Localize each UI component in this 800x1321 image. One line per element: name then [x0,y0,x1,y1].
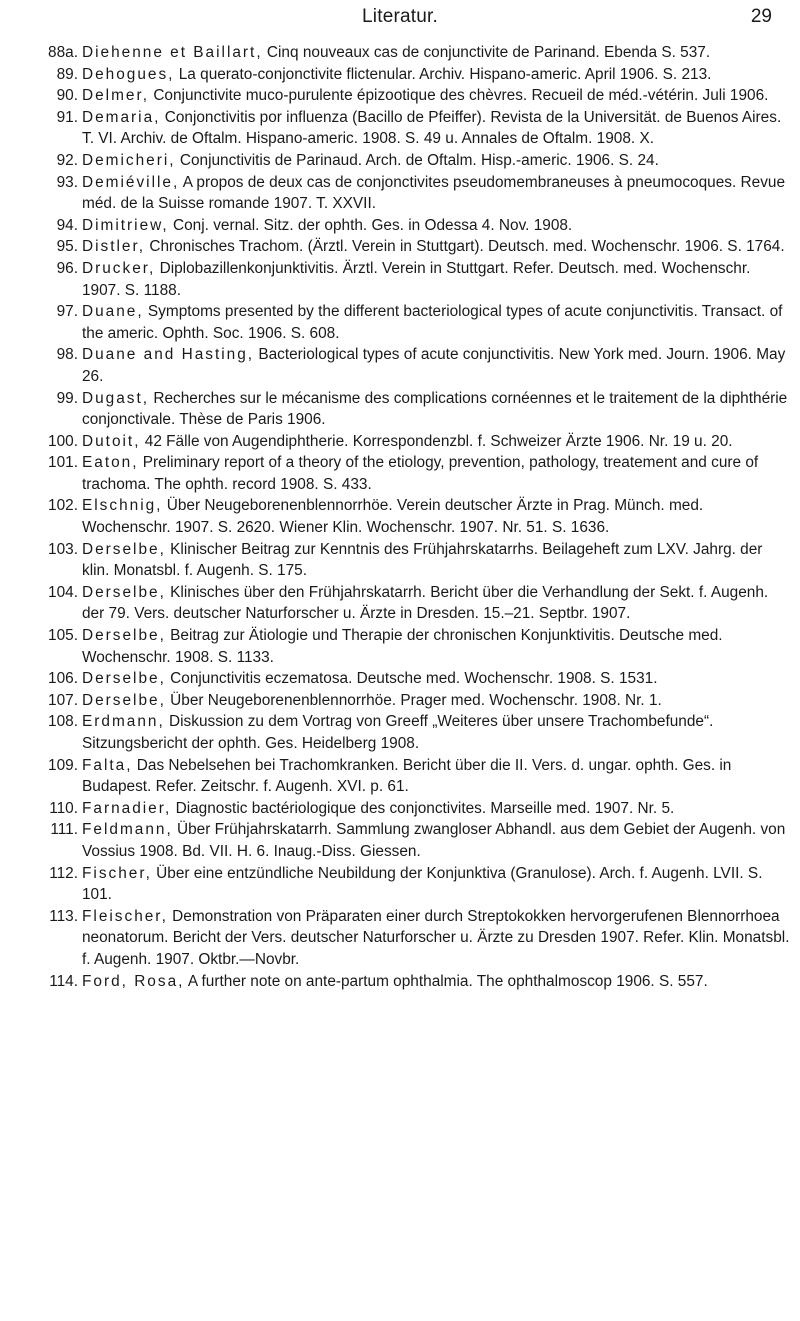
page-header [0,0,800,48]
reference-author: Eaton, [82,454,139,472]
reference-number: 89. [56,65,78,83]
reference-author: Distler, [82,238,146,256]
reference-number: 91. [56,108,78,126]
reference-author: Duane and Hasting, [82,346,255,364]
reference-number: 103. [48,540,78,558]
reference-text: Das Nebelsehen bei Trachomkranken. Bericht über die II. Vers. d. ungar. ophth. Ges. in Budapest. Refer. Zeitschr. f. Augenh. XVI. p. 61. [82,756,732,796]
page-number: 29 [750,6,772,27]
reference-text: Conjunctivite muco-purulente épizootique des chèvres. Recueil de méd.-vétérin. Juli 1906. [153,87,769,105]
reference-text: Über Neugeborenenblennorrhöe. Verein deutscher Ärzte in Prag. Münch. med. Wochenschr. 1907. S. 2620. Wiener Klin. Wochenschr. 1907. Nr. 51. S. 1636. [82,497,704,537]
reference-entry [40,236,792,258]
reference-entry [40,431,792,453]
reference-number: 108. [48,713,78,731]
reference-number: 107. [48,691,78,709]
reference-text: Symptoms presented by the different bacteriological types of acute conjunctivitis. Transact. of the americ. Ophth. Soc. 1906. S. 608. [82,303,783,342]
reference-entry [40,344,792,387]
reference-entry [40,388,792,431]
reference-author: Diehenne et Baillart, [82,44,263,61]
reference-entry [40,971,792,993]
reference-number: 95. [56,238,78,256]
reference-author: Derselbe, [82,583,166,601]
reference-text: Diplobazillenkonjunktivitis. Ärztl. Verein in Stuttgart. Refer. Deutsch. med. Wochenschr. 1907. S. 1188. [82,259,751,299]
reference-author: Ford, Rosa, [82,972,185,990]
reference-author: Erdmann, [82,713,165,731]
reference-author: Dugast, [82,389,150,407]
reference-number: 105. [48,627,78,645]
reference-number: 112. [49,864,78,882]
reference-number: 88a. [48,44,78,61]
reference-author: Derselbe, [82,627,166,645]
reference-entry [40,452,792,495]
reference-author: Fleischer, [82,907,168,925]
reference-text: 42 Fälle von Augendiphtherie. Korrespondenzbl. f. Schweizer Ärzte 1906. Nr. 19 u. 20. [144,432,733,450]
reference-number: 110. [49,799,78,817]
reference-number: 94. [56,216,78,234]
reference-number: 106. [48,670,78,688]
reference-number: 97. [56,303,78,321]
reference-text: Recherches sur le mécanisme des complications cornéennes et le traitement de la diphthérie conjonctivale. Thèse de Paris 1906. [82,389,788,429]
reference-text: Beitrag zur Ätiologie und Therapie der chronischen Konjunktivitis. Deutsche med. Wochenschr. 1908. S. 1133. [82,627,723,666]
reference-author: Fischer, [82,864,152,882]
reference-entry [40,625,792,668]
reference-number: 113. [49,907,78,925]
reference-text: Klinischer Beitrag zur Kenntnis des Frühjahrskatarrhs. Beilageheft zum LXV. Jahrg. der klin. Monatsbl. f. Augenh. S. 175. [82,540,763,580]
reference-author: Dimitriew, [82,216,169,234]
reference-text: Über eine entzündliche Neubildung der Konjunktiva (Granulose). Arch. f. Augenh. LVII. S. 101. [82,864,763,904]
reference-text: La querato-conjonctivite flictenular. Archiv. Hispano-americ. April 1906. S. 213. [178,65,712,83]
reference-text: Conjunctivitis de Parinaud. Arch. de Oftalm. Hisp.-americ. 1906. S. 24. [179,151,659,169]
reference-text: Über Frühjahrskatarrh. Sammlung zwangloser Abhandl. aus dem Gebiet der Augenh. von Vossius 1908. Bd. VII. H. 6. Inaug.-Diss. Giessen. [82,821,786,860]
reference-entry [40,798,792,820]
reference-entry [40,150,792,172]
reference-entry [40,668,792,690]
reference-text: Conj. vernal. Sitz. der ophth. Ges. in Odessa 4. Nov. 1908. [172,216,573,234]
reference-text: Preliminary report of a theory of the etiology, prevention, pathology, treatement and cure of trachoma. The ophth. record 1908. S. 433. [82,454,759,493]
reference-entry [40,711,792,754]
reference-author: Derselbe, [82,691,166,709]
reference-entry [40,85,792,107]
reference-text: Über Neugeborenenblennorrhöe. Prager med. Wochenschr. 1908. Nr. 1. [170,691,662,709]
reference-entry [40,301,792,344]
reference-entry [40,42,792,64]
reference-text: Klinisches über den Frühjahrskatarrh. Bericht über die Verhandlung der Sekt. f. Augenh. der 79. Vers. deutscher Naturforscher u. Ärzte in Dresden. 15.–21. Septbr. 1907. [82,583,769,623]
reference-entry [40,258,792,301]
reference-number: 96. [56,259,78,277]
reference-number: 98. [56,346,78,364]
reference-entry [40,215,792,237]
reference-entry [40,539,792,582]
reference-author: Demiéville, [82,173,180,191]
reference-entry [40,755,792,798]
reference-number: 99. [56,389,78,407]
reference-author: Falta, [82,756,133,774]
reference-entry [40,582,792,625]
reference-author: Dutoit, [82,432,141,450]
reference-number: 93. [56,173,78,191]
reference-text: Chronisches Trachom. (Ärztl. Verein in Stuttgart). Deutsch. med. Wochenschr. 1906. S. 1764. [149,238,785,256]
running-title: Literatur. [362,6,438,27]
reference-text: A further note on ante-partum ophthalmia. The ophthalmoscop 1906. S. 557. [187,972,708,990]
reference-author: Demicheri, [82,151,176,169]
reference-author: Farnadier, [82,799,172,817]
reference-number: 109. [48,756,78,774]
reference-entry [40,690,792,712]
reference-number: 102. [48,497,78,515]
reference-entry [40,495,792,538]
reference-author: Demaria, [82,108,161,126]
reference-number: 111. [50,821,78,839]
reference-number: 90. [56,87,78,105]
reference-author: Delmer, [82,87,150,105]
reference-number: 101. [48,454,78,472]
reference-text: Conjunctivitis eczematosa. Deutsche med. Wochenschr. 1908. S. 1531. [170,670,658,688]
reference-text: A propos de deux cas de conjonctivites pseudomembraneuses à pneumocoques. Revue méd. de la Suisse romande 1907. T. XXVII. [82,173,786,213]
reference-text: Diagnostic bactériologique des conjonctivites. Marseille med. 1907. Nr. 5. [175,799,675,817]
reference-text: Cinq nouveaux cas de conjunctivite de Parinand. Ebenda S. 537. [266,44,711,61]
reference-author: Drucker, [82,259,156,277]
reference-entry [40,172,792,215]
reference-entry [40,819,792,862]
reference-author: Feldmann, [82,821,173,839]
reference-number: 104. [48,583,78,601]
reference-entry [40,107,792,150]
reference-author: Dehogues, [82,65,175,83]
reference-author: Derselbe, [82,540,166,558]
reference-author: Duane, [82,303,144,321]
reference-text: Bacteriological types of acute conjunctivitis. New York med. Journ. 1906. May 26. [82,346,786,385]
reference-entry [40,863,792,906]
reference-author: Derselbe, [82,670,166,688]
reference-text: Demonstration von Präparaten einer durch Streptokokken hervorgerufenen Blennorrhoea neonatorum. Bericht der Vers. deutscher Naturforscher u. Ärzte zu Dresden 1907. Refer. Klin. Monatsbl. f. Augenh. 1907. Oktbr.—Novbr. [82,907,790,968]
reference-number: 100. [48,432,78,450]
reference-number: 92. [56,151,78,169]
reference-entry [40,906,792,971]
reference-entry [40,64,792,86]
reference-number: 114. [49,972,78,990]
reference-text: Conjonctivitis por influenza (Bacillo de Pfeiffer). Revista de la Universität. de Buenos Aires. T. VI. Archiv. de Oftalm. Hispano-americ. 1908. S. 49 u. Annales de Oftalm. 1908. X. [82,108,782,148]
reference-text: Diskussion zu dem Vortrag von Greeff „Weiteres über unsere Trachombefunde“. Sitzungsbericht der ophth. Ges. Heidelberg 1908. [82,713,714,752]
reference-author: Elschnig, [82,497,163,515]
reference-list [40,42,792,992]
